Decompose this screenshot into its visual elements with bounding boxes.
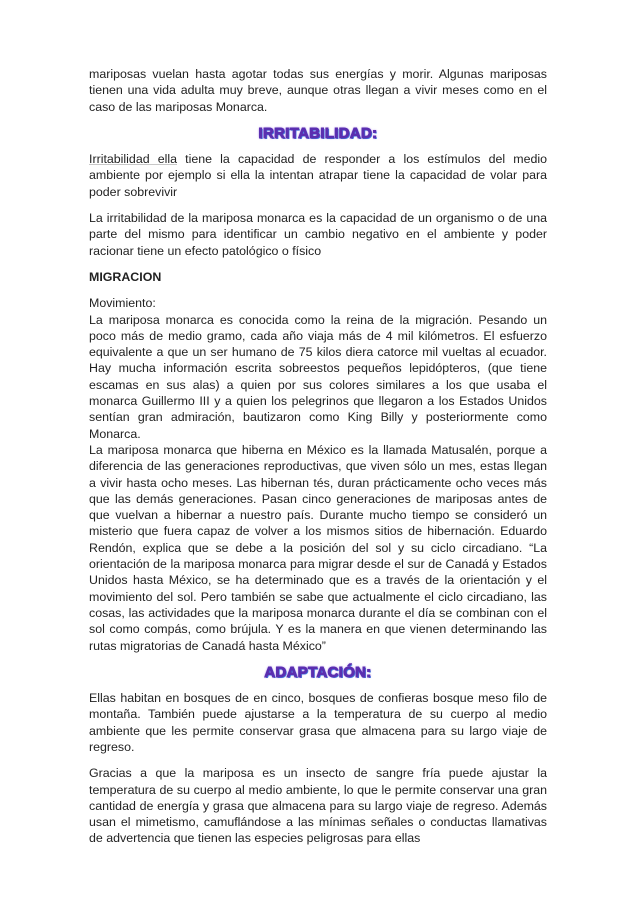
heading-irritabilidad: IRRITABILIDAD: [258, 124, 378, 142]
paragraph-intro: mariposas vuelan hasta agotar todas sus energías y morir. Algunas mariposas tienen una vida adulta muy breve, aunque otras llegan a vivir meses como en el caso de las mariposas Monarca. [89, 67, 547, 114]
paragraph-migracion-2: La mariposa monarca que hiberna en México es la llamada Matusalén, porque a diferencia de las generaciones reproductivas, que viven sólo un mes, estas llegan a vivir hasta ocho meses. Las hibernan tés, duran prácticamente ocho veces más que las demás generaciones. Pasan cinco generaciones de mariposas antes de que vuelvan a hibernar a nuestro país. Durante mucho tiempo se consideró un misterio que fuera capaz de volver a los mismos sitios de hibernación. Eduardo Rendón, explica que se debe a la posición del sol y su ciclo circadiano. “La orientación de la mariposa monarca para migrar desde el sur de Canadá y Estados Unidos hasta México, se ha determinado que es a través de la orientación y el movimiento del sol. Pero también se sabe que actualmente el ciclo circadiano, las cosas, las actividades que la mariposa monarca durante el día se combinan con el sol como compás, como brújula. Y es la manera en que vienen determinando las rutas migratorias de Canadá hasta México” [89, 442, 547, 653]
paragraph-adaptacion-2: Gracias a que la mariposa es un insecto de sangre fría puede ajustar la temperatura de su cuerpo al medio ambiente, lo que le permite conservar una gran cantidad de energía y grasa que almacena para su largo viaje de regreso. Además usan el mimetismo, camuflándose a las mínimas señales o conductas llamativas de advertencia que tienen las especies peligrosas para ellas [89, 766, 547, 846]
movimiento-label: Movimiento: [89, 296, 156, 311]
irritabilidad-rest: tiene la capacidad de responder a los estímulos del medio ambiente por ejemplo si ella la intentan atrapar tiene la capacidad de volar para poder sobrevivir [89, 152, 547, 199]
irritabilidad-lead: Irritabilidad ella [89, 152, 178, 167]
paragraph-irritabilidad-definition [89, 151, 547, 200]
paragraph-adaptacion-1: Ellas habitan en bosques de en cinco, bosques de confieras bosque meso filo de montaña. También puede ajustarse a la temperatura de su cuerpo al medio ambiente que les permite conservar grasa que almacena para su largo viaje de regreso. [89, 691, 547, 754]
paragraph-migracion-1: La mariposa monarca es conocida como la reina de la migración. Pesando un poco más de medio gramo, cada año viaja más de 4 mil kilómetros. El esfuerzo equivalente a que un ser humano de 75 kilos diera catorce mil vueltas al ecuador. Hay mucha información escrita sobreestos pequeños lepidópteros, (que tiene escamas en sus alas) a quien por sus colores similares a los que usaba el monarca Guillermo III y a quien los pelegrinos que llegaron a los Estados Unidos sentían gran admiración, bautizaron como King Billy y posteriormente como Monarca. [89, 312, 547, 441]
heading-adaptacion: ADAPTACIÓN: [264, 663, 372, 681]
paragraph-irritabilidad-monarca: La irritabilidad de la mariposa monarca es la capacidad de un organismo o de una parte del mismo para identificar un cambio negativo en el ambiente y poder racionar tiene un efecto patológico o físico [89, 211, 547, 258]
document-page [89, 66, 547, 847]
heading-migracion: MIGRACION [89, 269, 162, 284]
